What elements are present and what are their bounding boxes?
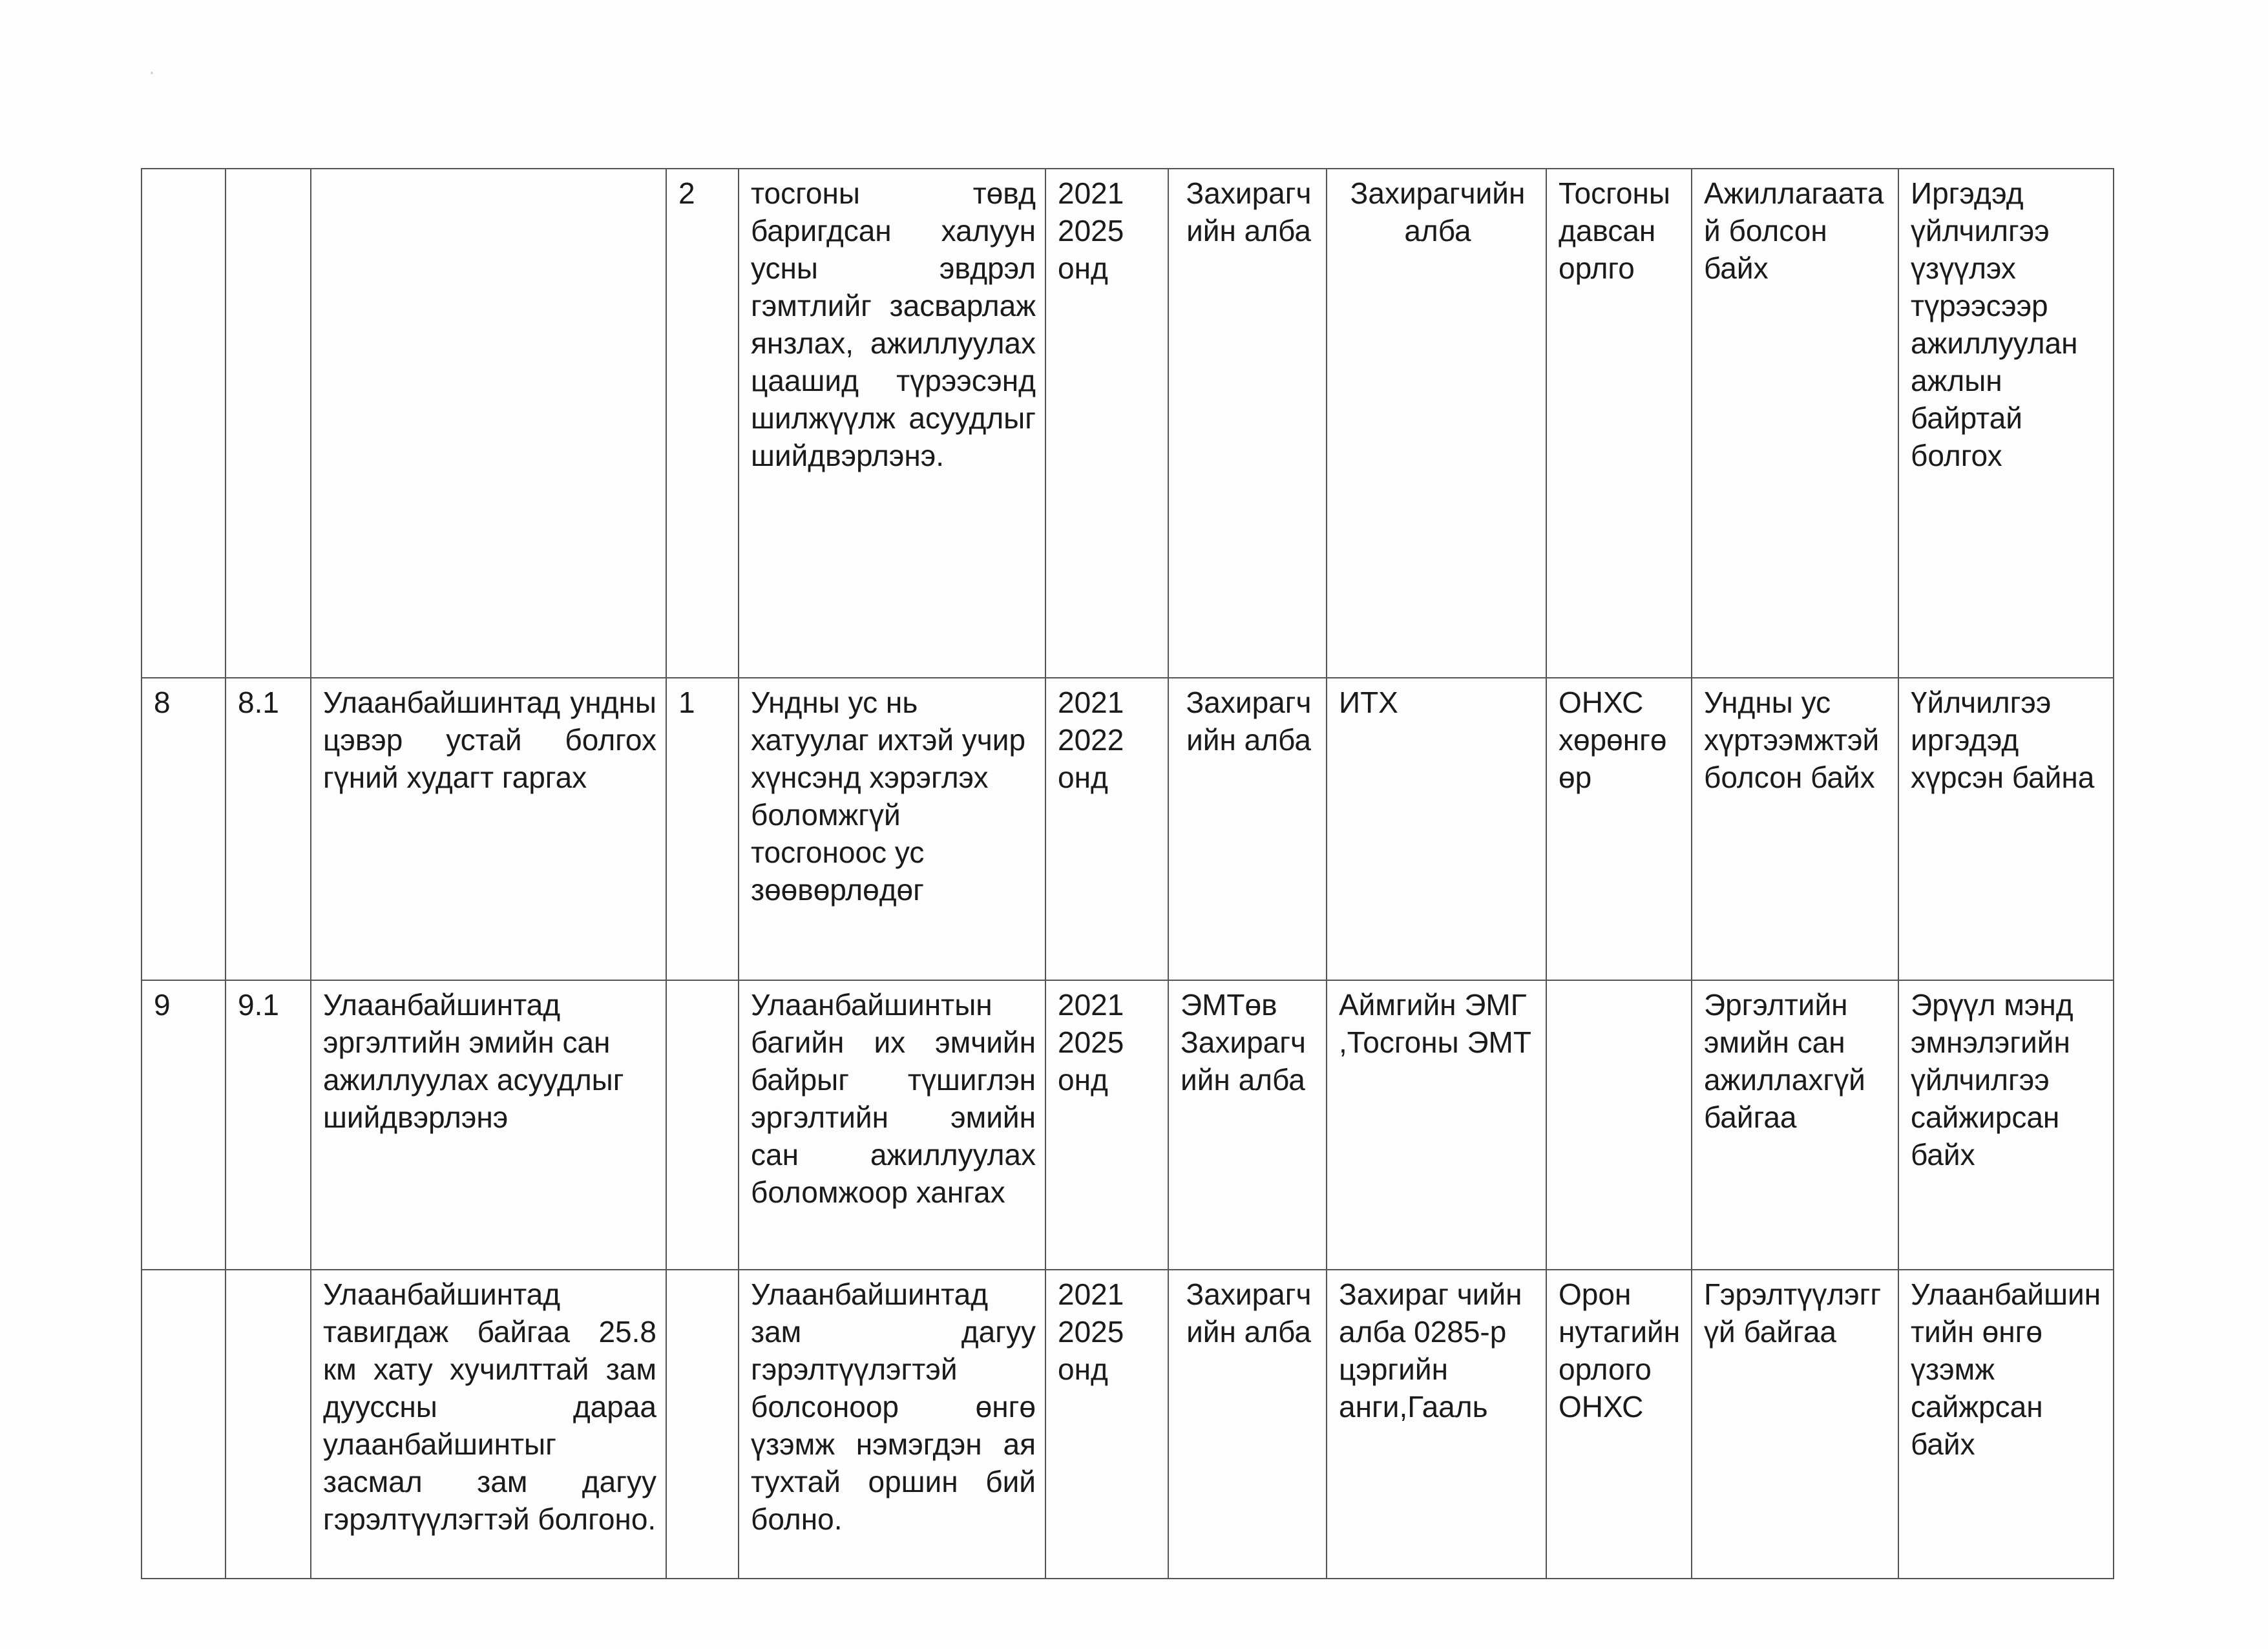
table-row bbox=[142, 1270, 2114, 1579]
goal-cell: Улаанбайшинтад ундны цэвэр устай болгох гүний худагт гаргах bbox=[311, 678, 666, 980]
responsible-cell: ЭМТөв Захирагчийн алба bbox=[1168, 980, 1327, 1270]
action-cell: тосгоны төвд баригдсан халуун усны эвдрэл гэмтлийг засварлаж янзлах, ажиллуулах цаашид түрээсэнд шилжүүлж асуудлыг шийдвэрлэнэ. bbox=[739, 169, 1045, 678]
baseline-cell: Ажиллагаатай болсон байх bbox=[1692, 169, 1898, 678]
action-cell: Улаанбайшинтад зам дагуу гэрэлтүүлэгтэй болсоноор өнгө үзэмж нэмэгдэн ая тухтай оршин бий болно. bbox=[739, 1270, 1045, 1579]
action-cell: Улаанбайшинтын багийн их эмчийн байрыг түшиглэн эргэлтийн эмийн сан ажиллуулах боломжоор хангах bbox=[739, 980, 1045, 1270]
baseline-cell: Гэрэлтүүлэггүй байгаа bbox=[1692, 1270, 1898, 1579]
item-number: 2 bbox=[666, 169, 739, 678]
sub-number: 9.1 bbox=[226, 980, 311, 1270]
finance-cell: ОНХС хөрөнгөөр bbox=[1546, 678, 1692, 980]
outcome-cell: Улаанбайшинтийн өнгө үзэмж сайжрсан байх bbox=[1898, 1270, 2114, 1579]
table-row bbox=[142, 678, 2114, 980]
item-number bbox=[666, 1270, 739, 1579]
period-cell: 2021 2025 онд bbox=[1045, 1270, 1168, 1579]
row-number: 9 bbox=[142, 980, 226, 1270]
scan-artifact: · bbox=[149, 61, 155, 83]
period-cell: 2021 2025 онд bbox=[1045, 980, 1168, 1270]
period-cell: 2021 2022 онд bbox=[1045, 678, 1168, 980]
table-row bbox=[142, 169, 2114, 678]
item-number bbox=[666, 980, 739, 1270]
finance-cell: Тосгоны давсан орлго bbox=[1546, 169, 1692, 678]
partner-cell: Захираг чийн алба 0285-р цэргийн анги,Гааль bbox=[1327, 1270, 1546, 1579]
partner-cell: ИТХ bbox=[1327, 678, 1546, 980]
sub-number bbox=[226, 1270, 311, 1579]
outcome-cell: Иргэдэд үйлчилгээ үзүүлэх түрээсээр ажиллуулан ажлын байртай болгох bbox=[1898, 169, 2114, 678]
responsible-cell: Захирагчийн алба bbox=[1168, 1270, 1327, 1579]
partner-cell: Захирагчийн алба bbox=[1327, 169, 1546, 678]
outcome-cell: Эрүүл мэнд эмнэлэгийн үйлчилгээ сайжирсан байх bbox=[1898, 980, 2114, 1270]
row-number bbox=[142, 1270, 226, 1579]
row-number: 8 bbox=[142, 678, 226, 980]
table-row bbox=[142, 980, 2114, 1270]
baseline-cell: Ундны ус хүртээмжтэй болсон байх bbox=[1692, 678, 1898, 980]
action-cell: Ундны ус нь хатуулаг ихтэй учир хүнсэнд хэрэглэх боломжгүй тосгоноос ус зөөвөрлөдөг bbox=[739, 678, 1045, 980]
item-number: 1 bbox=[666, 678, 739, 980]
outcome-cell: Үйлчилгээ иргэдэд хүрсэн байна bbox=[1898, 678, 2114, 980]
sub-number bbox=[226, 169, 311, 678]
finance-cell bbox=[1546, 980, 1692, 1270]
plan-table bbox=[141, 168, 2114, 1579]
period-cell: 2021 2025 онд bbox=[1045, 169, 1168, 678]
goal-cell bbox=[311, 169, 666, 678]
goal-cell: Улаанбайшинтад тавигдаж байгаа 25.8 км хату хучилттай зам дууссны дараа улаанбайшинтыг засмал зам дагуу гэрэлтүүлэгтэй болгоно. bbox=[311, 1270, 666, 1579]
baseline-cell: Эргэлтийн эмийн сан ажиллахгүй байгаа bbox=[1692, 980, 1898, 1270]
row-number bbox=[142, 169, 226, 678]
goal-cell: Улаанбайшинтад эргэлтийн эмийн сан ажиллуулах асуудлыг шийдвэрлэнэ bbox=[311, 980, 666, 1270]
responsible-cell: Захирагчийн алба bbox=[1168, 169, 1327, 678]
finance-cell: Орон нутагийн орлого ОНХС bbox=[1546, 1270, 1692, 1579]
sub-number: 8.1 bbox=[226, 678, 311, 980]
responsible-cell: Захирагчийн алба bbox=[1168, 678, 1327, 980]
partner-cell: Аймгийн ЭМГ ,Тосгоны ЭМТ bbox=[1327, 980, 1546, 1270]
